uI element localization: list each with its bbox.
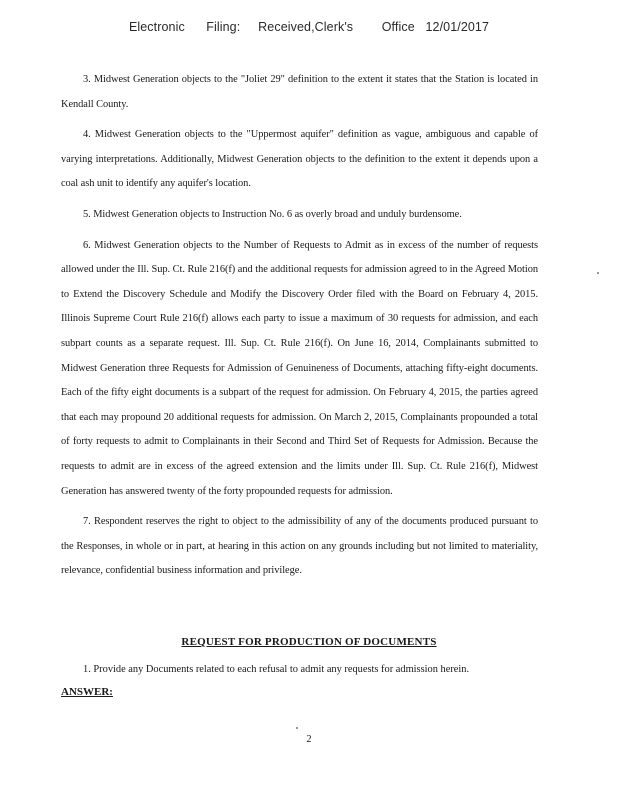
paragraph-5: 5. Midwest Generation objects to Instruction No. 6 as overly broad and unduly burdensome.: [83, 208, 462, 220]
section-heading: REQUEST FOR PRODUCTION OF DOCUMENTS: [181, 636, 437, 648]
document-body: [61, 68, 538, 590]
paragraph-4: 4. Midwest Generation objects to the "Uppermost aquifer" definition as vague, ambiguous and capable of varying interpretations. Additionally, Midwest Generation objects to the definition to the extent it depends upon a coal ash unit to identify any aquifer's location.: [61, 129, 538, 190]
page-number: 2: [306, 734, 312, 745]
scan-speck-mark: [296, 727, 298, 729]
answer-label: ANSWER:: [61, 686, 113, 698]
paragraph-3: 3. Midwest Generation objects to the "Joliet 29" definition to the extent it states that the Station is located in Kendall County.: [61, 74, 538, 110]
scan-speck-mark: [597, 272, 599, 274]
paragraph-6: 6. Midwest Generation objects to the Number of Requests to Admit as in excess of the number of requests allowed under the Ill. Sup. Ct. Rule 216(f) and the additional requests for admission agreed to in the Agreed Motion to Extend the Discovery Schedule and Modify the Discovery Order filed with the Board on February 4, 2015. Illinois Supreme Court Rule 216(f) allows each party to issue a maximum of 30 requests for admission, and each subpart counts as a separate request. Ill. Sup. Ct. Rule 216(f). On June 16, 2014, Complainants submitted to Midwest Generation three Requests for Admission of Genuineness of Documents, attaching fifty-eight documents. Each of the fifty eight documents is a subpart of the request for admission. On February 4, 2015, the parties agreed that each may propound 20 additional requests for admission. On March 2, 2015, Complainants propounded a total of forty requests to admit to Complainants in their Second and Third Set of Requests for Admission. Because the requests to admit are in excess of the agreed extension and the limits under Ill. Sup. Ct. Rule 216(f), Midwest Generation has answered twenty of the forty propounded requests for admission.: [61, 239, 538, 497]
efiling-header-stamp: Electronic Filing: Received,Clerk's Office 12/01/2017: [128, 20, 490, 34]
request-item-1: 1. Provide any Documents related to each refusal to admit any requests for admission herein.: [83, 664, 470, 675]
paragraph-7: 7. Respondent reserves the right to object to the admissibility of any of the documents produced pursuant to the Responses, in whole or in part, at hearing in this action on any grounds including but not limited to materiality, relevance, confidential business information and privilege.: [61, 516, 538, 577]
